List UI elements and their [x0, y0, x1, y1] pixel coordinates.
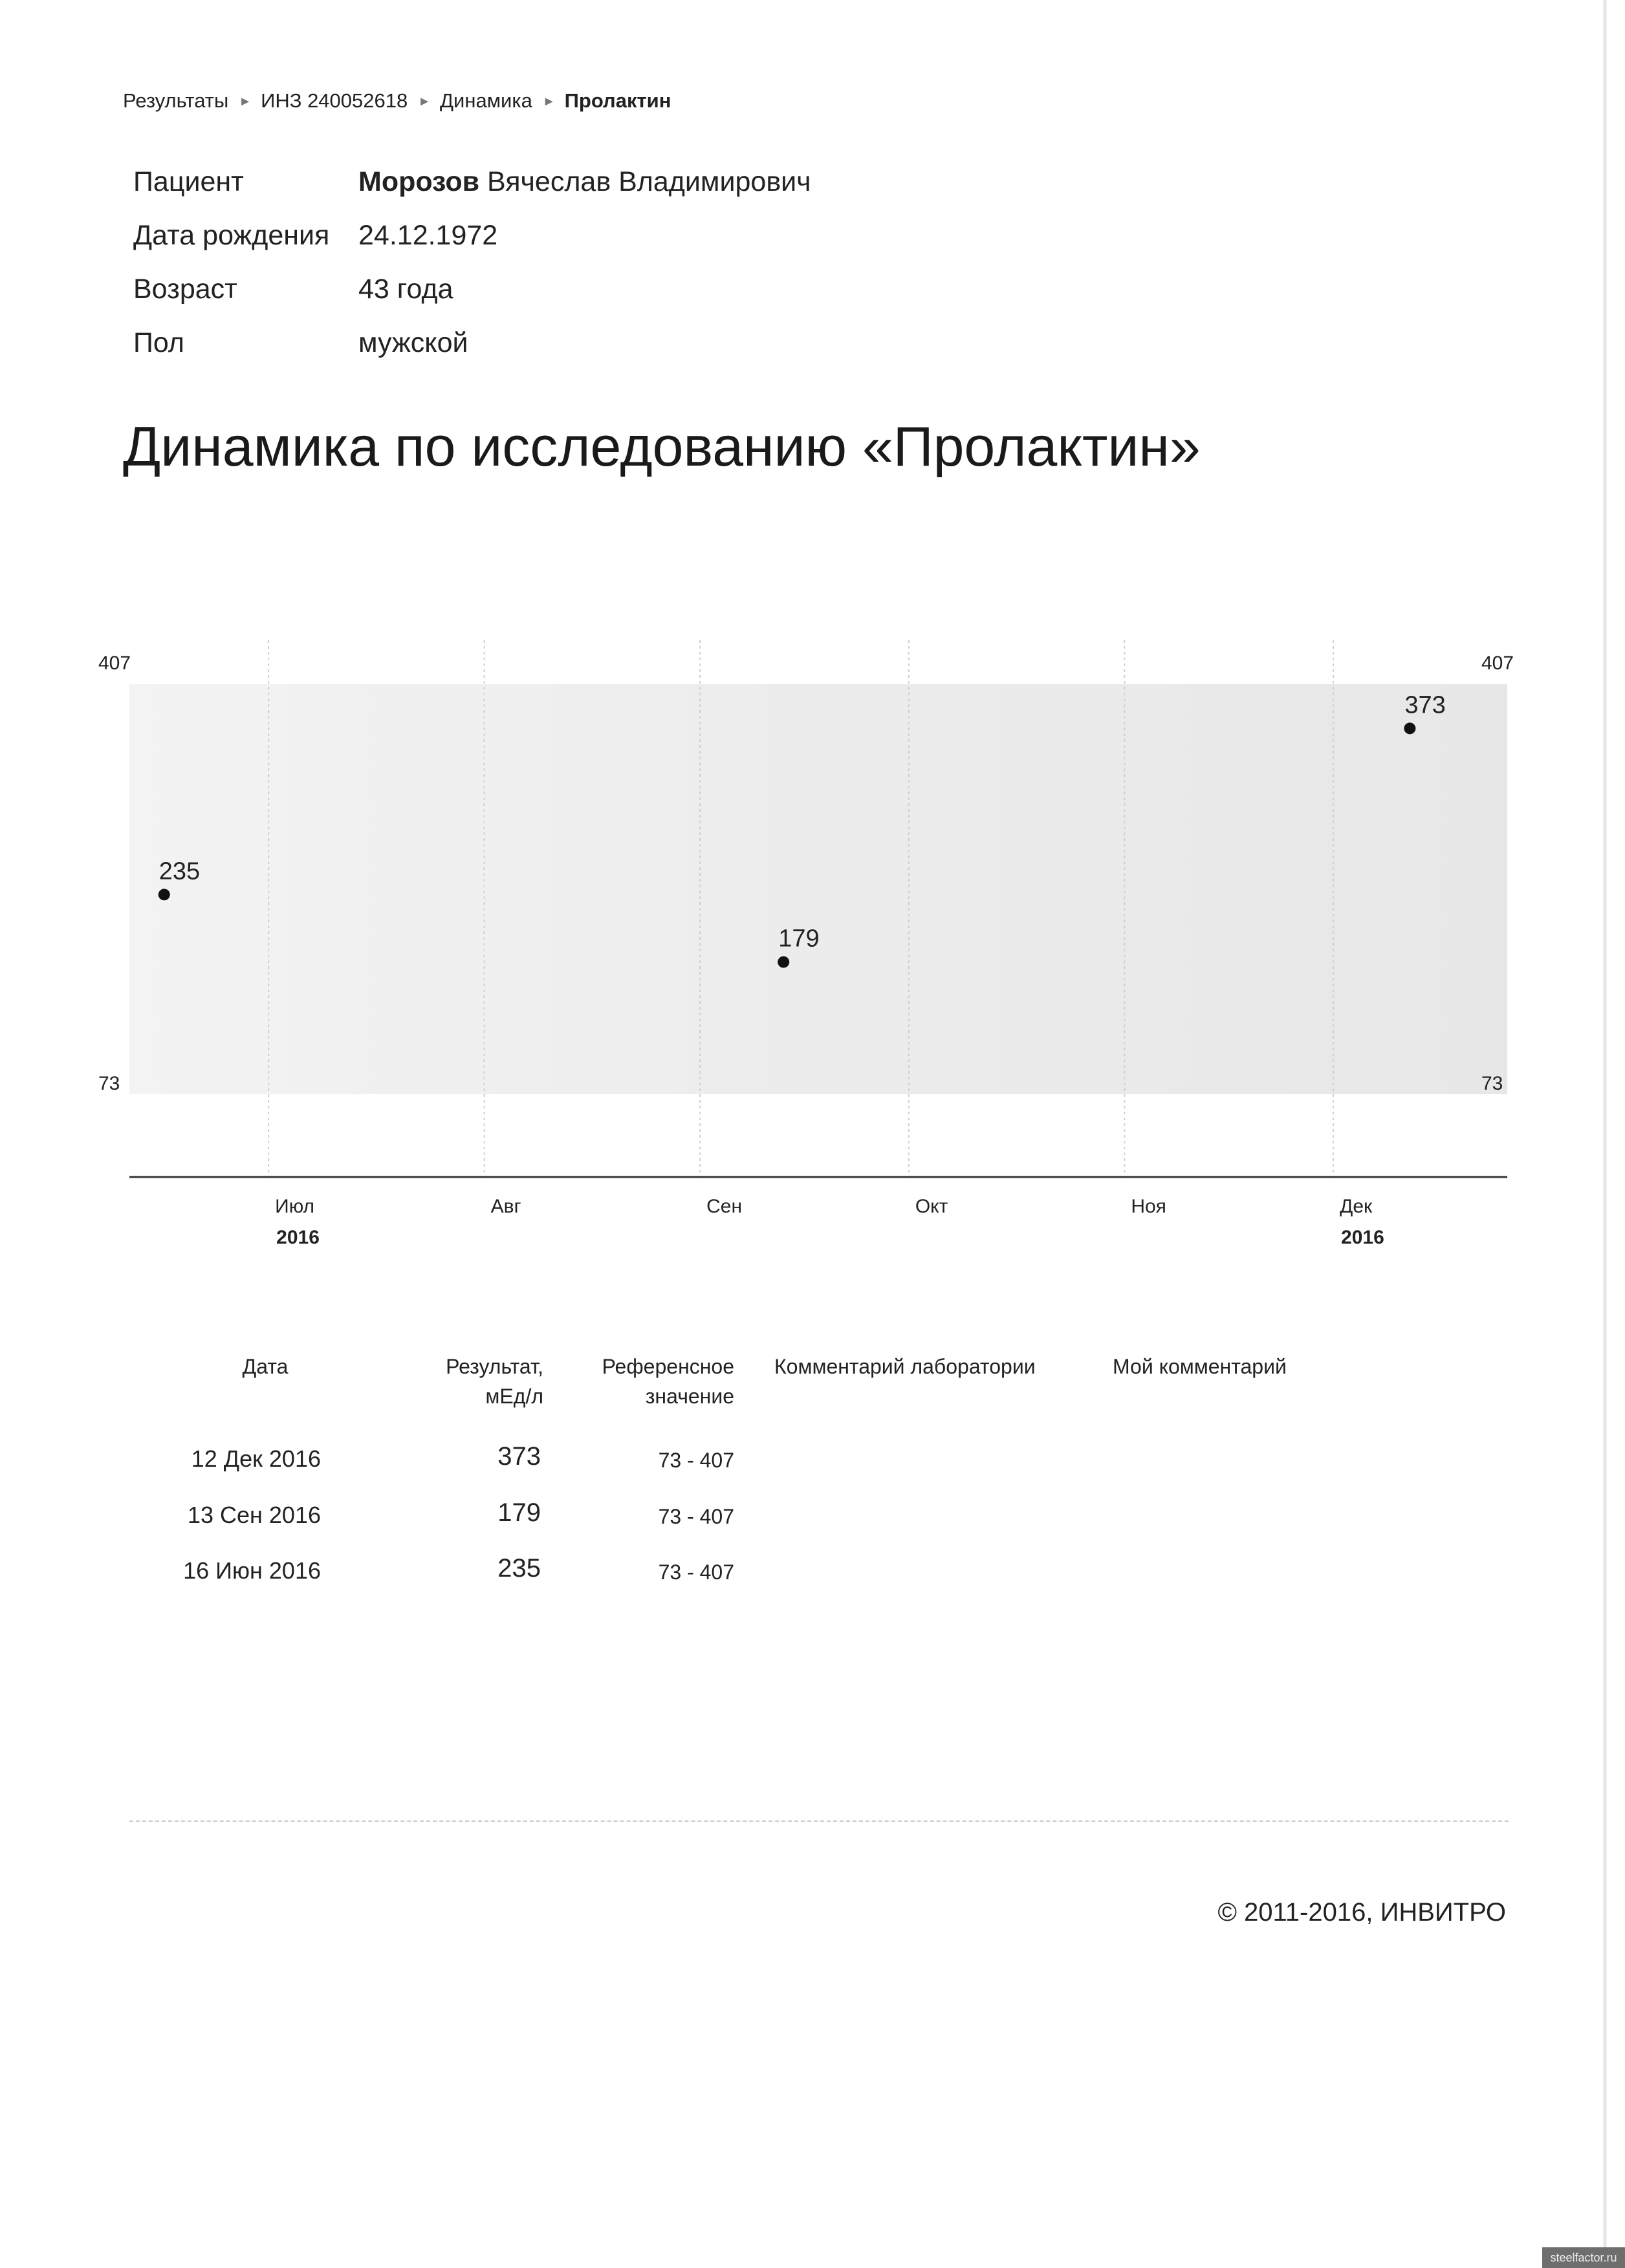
- copyright: © 2011-2016, ИНВИТРО: [1217, 1898, 1506, 1927]
- header-result-line1: Результат,: [446, 1355, 543, 1378]
- row-reference: 73 - 407: [658, 1505, 734, 1528]
- patient-info: [133, 155, 811, 370]
- x-tick-year: 2016: [276, 1227, 320, 1248]
- patient-surname: Морозов: [358, 166, 480, 197]
- patient-age-label: Возраст: [133, 274, 237, 305]
- breadcrumb: [123, 89, 671, 113]
- row-reference: 73 - 407: [658, 1449, 734, 1472]
- breadcrumb-order-link[interactable]: ИНЗ 240052618: [261, 89, 408, 112]
- page-title: Динамика по исследованию «Пролактин»: [123, 416, 1201, 478]
- prolactin-chart: [0, 621, 1625, 1268]
- x-tick-label: Окт: [915, 1196, 948, 1217]
- header-reference-line1: Референсное: [602, 1355, 734, 1378]
- data-point: [1404, 722, 1415, 734]
- watermark: steelfactor.ru: [1542, 2247, 1625, 2268]
- breadcrumb-results-link[interactable]: Результаты: [123, 89, 229, 112]
- data-label: 179: [778, 925, 820, 953]
- header-reference-line2: значение: [645, 1385, 734, 1408]
- reference-range-band: [129, 684, 1507, 1094]
- patient-sex-row: [133, 316, 811, 370]
- header-result-line2: мЕд/л: [485, 1385, 543, 1408]
- breadcrumb-arrow-icon: ►: [239, 94, 252, 109]
- breadcrumb-arrow-icon: ►: [418, 94, 431, 109]
- patient-name-label: Пациент: [133, 166, 244, 197]
- patient-name-row: [133, 155, 811, 209]
- patient-birthdate-value: 24.12.1972: [358, 220, 498, 251]
- y-tick-label-right: 73: [1481, 1073, 1503, 1094]
- breadcrumb-current: Пролактин: [564, 89, 671, 112]
- patient-birthdate-row: [133, 209, 811, 263]
- x-tick-label: Ноя: [1131, 1196, 1166, 1217]
- row-result: 179: [497, 1498, 541, 1527]
- y-tick-label-right: 407: [1481, 653, 1514, 674]
- header-lab-comment: Комментарий лаборатории: [774, 1355, 1036, 1378]
- patient-given-names: Вячеслав Владимирович: [487, 166, 811, 197]
- data-label: 373: [1404, 691, 1446, 719]
- patient-birthdate-label: Дата рождения: [133, 220, 330, 251]
- header-my-comment: Мой комментарий: [1113, 1355, 1287, 1378]
- patient-age-row: [133, 263, 811, 316]
- header-result: [414, 1352, 543, 1411]
- row-date: 12 Дек 2016: [191, 1445, 321, 1472]
- patient-age-value: 43 года: [358, 274, 453, 305]
- x-tick-label: Сен: [706, 1196, 743, 1217]
- patient-sex-label: Пол: [133, 327, 184, 358]
- y-tick-label-left: 407: [98, 653, 131, 674]
- patient-sex-value: мужской: [358, 327, 468, 358]
- footer-divider: [129, 1820, 1509, 1822]
- row-result: 373: [497, 1442, 541, 1471]
- x-tick-label: Июл: [275, 1196, 315, 1217]
- header-date: Дата: [242, 1355, 289, 1378]
- x-ticks: [275, 1196, 1384, 1248]
- data-point: [158, 889, 170, 900]
- row-date: 16 Июн 2016: [183, 1557, 321, 1584]
- x-tick-label: Дек: [1340, 1196, 1373, 1217]
- x-tick-label: Авг: [490, 1196, 521, 1217]
- row-date: 13 Сен 2016: [187, 1502, 321, 1528]
- row-reference: 73 - 407: [658, 1561, 734, 1584]
- breadcrumb-arrow-icon: ►: [542, 94, 556, 109]
- row-result: 235: [497, 1554, 541, 1582]
- data-point: [778, 956, 789, 968]
- x-tick-year: 2016: [1341, 1227, 1384, 1248]
- patient-name-value: [358, 166, 811, 198]
- header-reference: [569, 1352, 734, 1411]
- breadcrumb-dynamics-link[interactable]: Динамика: [440, 89, 532, 112]
- y-tick-label-left: 73: [98, 1073, 120, 1094]
- data-label: 235: [158, 858, 201, 885]
